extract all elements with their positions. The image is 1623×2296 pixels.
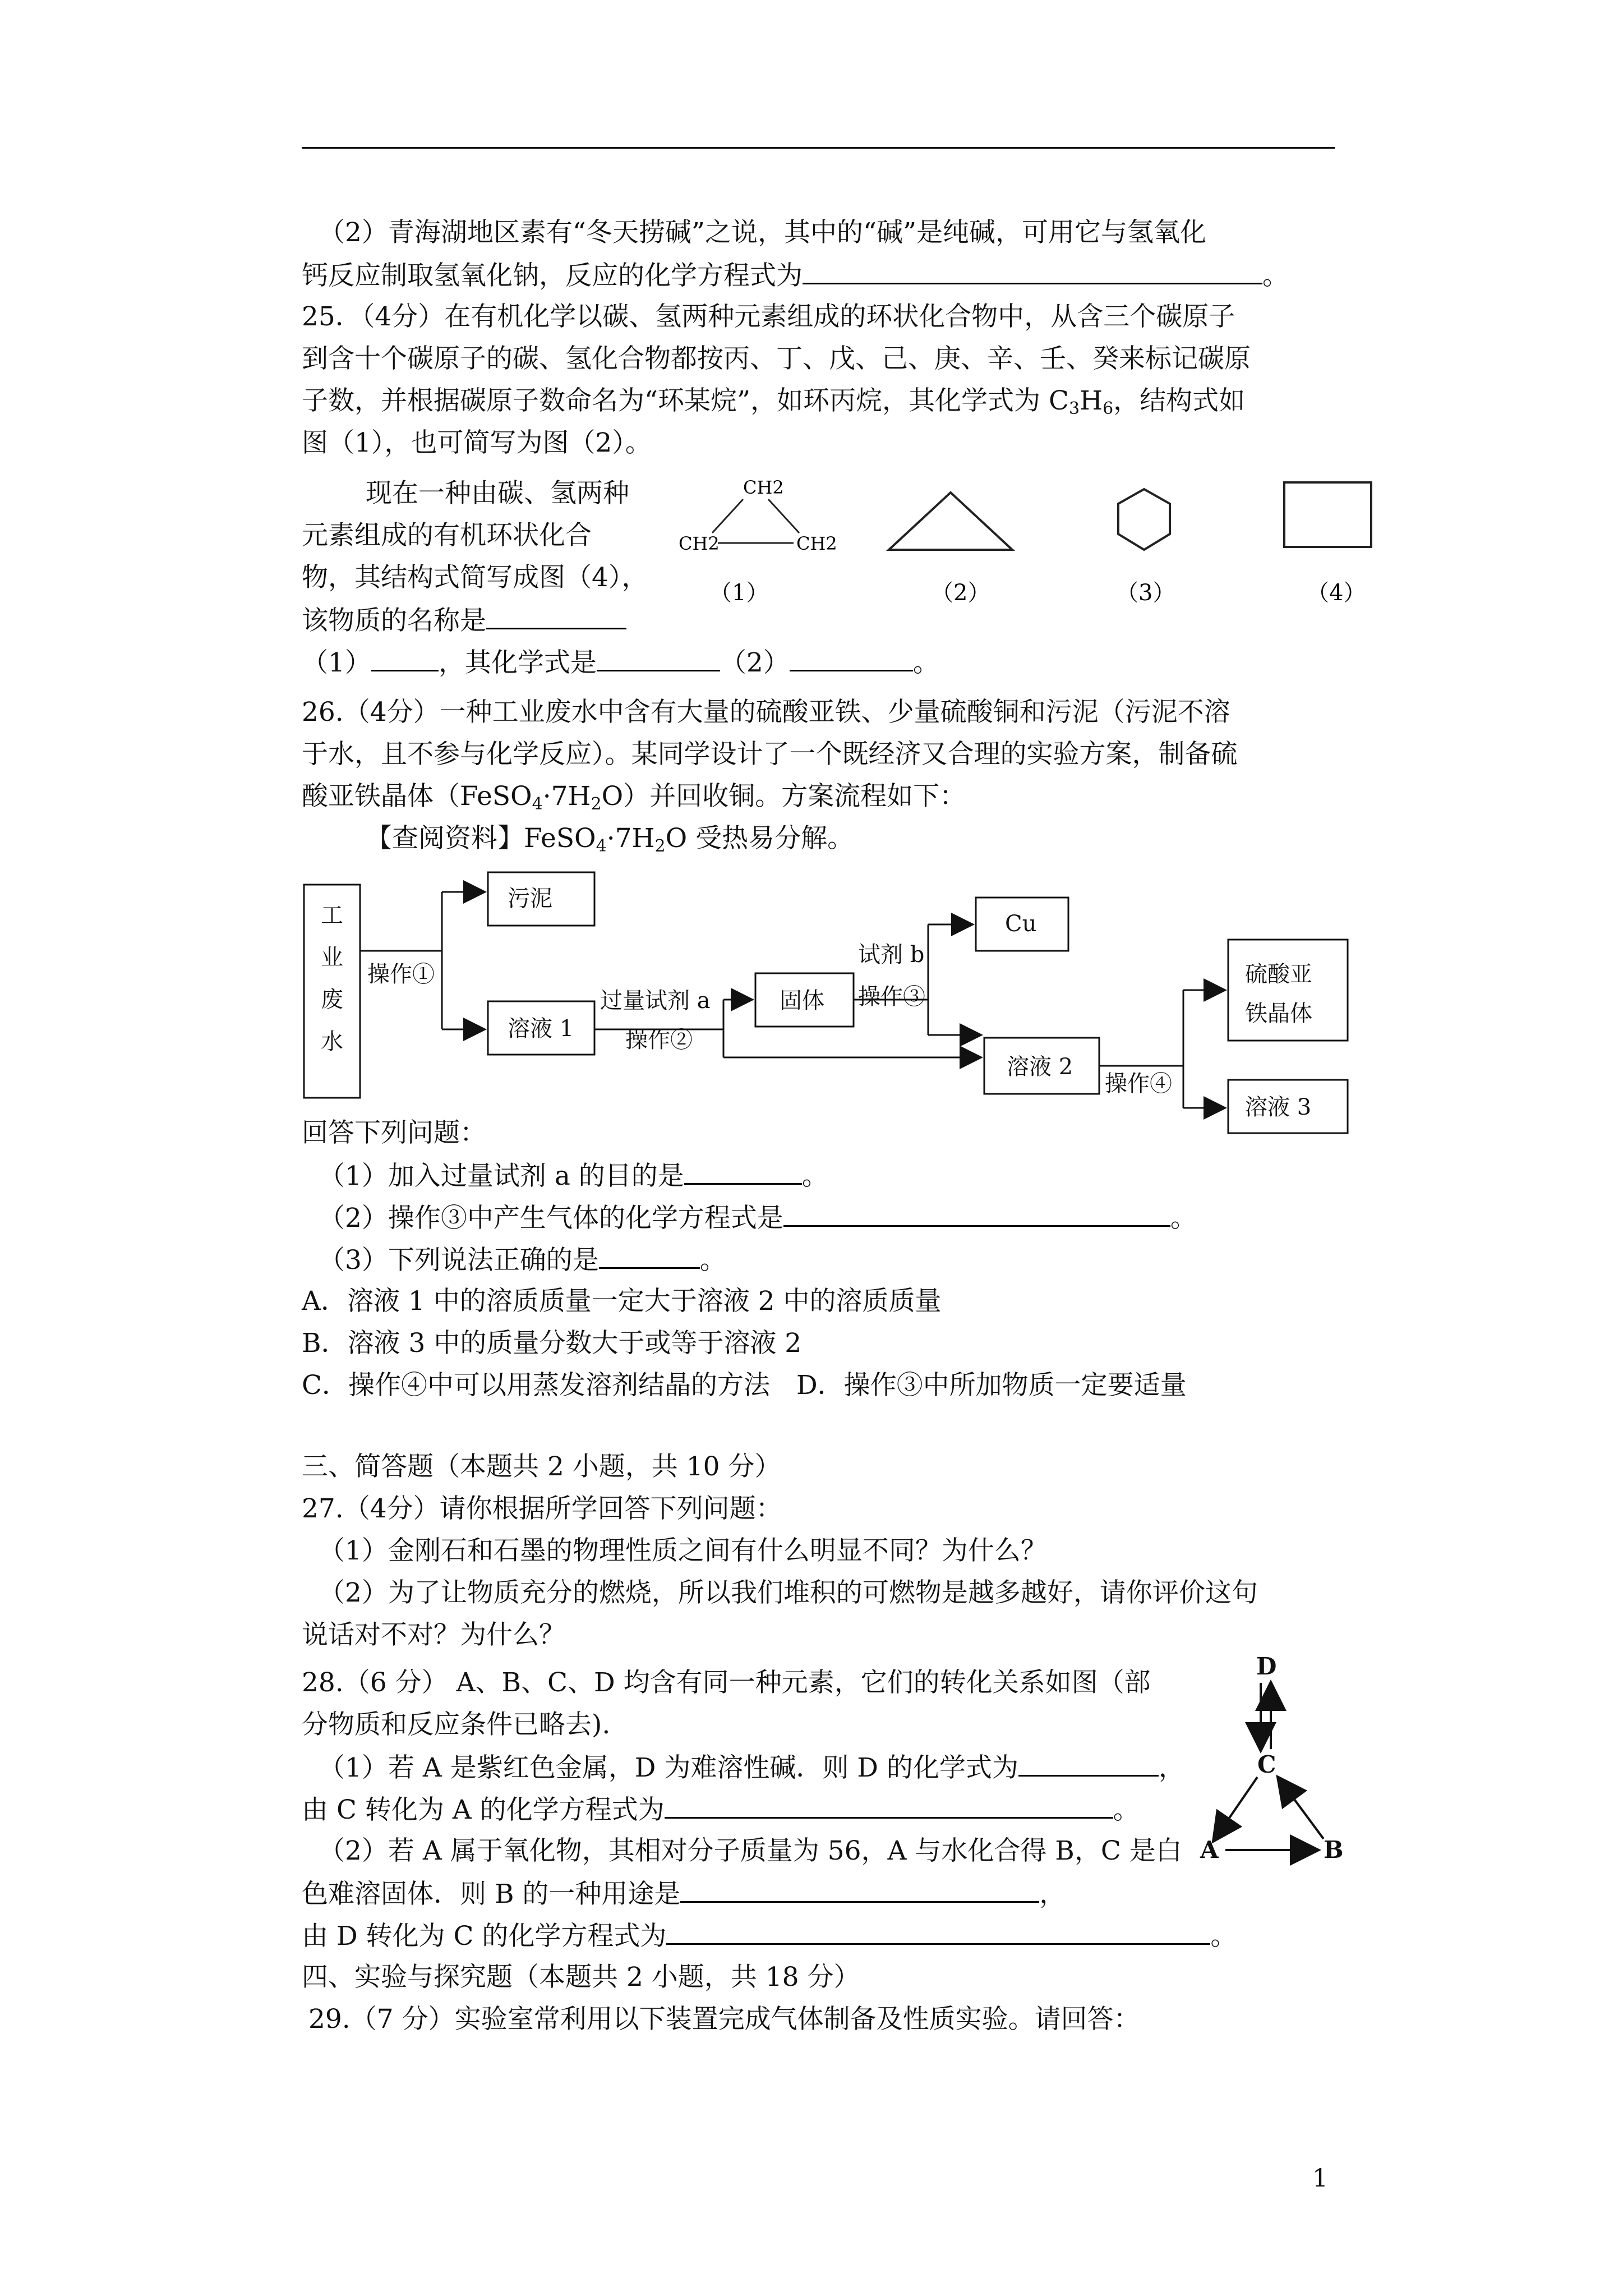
answer-blank[interactable] [666, 1918, 1210, 1945]
q26-line3: 酸亚铁晶体$(FeSO_4\cdot 7H_2O)$并回收铜。方案流程如下： [302, 781, 966, 814]
q29: 29.（7 分）实验室常利用以下装置完成气体制备及性质实验。请回答： [308, 2004, 1140, 2035]
svg-text:试剂 b: 试剂 b [858, 942, 925, 968]
svg-text:B: B [1324, 1836, 1344, 1864]
answer-blank[interactable] [486, 603, 626, 629]
q28-line5: （2）若 A 属于氧化物，其相对分子质量为 56，A 与水化合得 B，C 是白 [319, 1835, 1182, 1866]
q26-option-b: B．溶液 3 中的质量分数大于或等于溶液 2 [302, 1328, 802, 1359]
q25-line4: 图（1），也可简写为图（2）。 [302, 427, 652, 458]
answer-blank[interactable] [803, 258, 1262, 284]
q24-2-line2: 钙反应制取氢氧化钠，反应的化学方程式为 。 [302, 258, 1289, 293]
q26-line1: 26.（4分）一种工业废水中含有大量的硫酸亚铁、少量硫酸铜和污泥（污泥不溶 [302, 697, 1230, 728]
q28-line1: 28.（6 分） A、B、C、D 均含有同一种元素，它们的转化关系如图（部 [302, 1667, 1151, 1698]
q25-para-line3: 物，其结构式简写成图（4）， [302, 562, 648, 593]
square-skeletal [1284, 482, 1371, 547]
svg-text:CH2: CH2 [679, 533, 720, 554]
svg-text:废: 废 [321, 987, 343, 1013]
svg-text:CH2: CH2 [743, 477, 784, 498]
answer-blank[interactable] [680, 1876, 1039, 1903]
header-rule [302, 147, 1335, 149]
q26-line2: 于水，且不参与化学反应）。某同学设计了一个既经济又合理的实验方案，制备硫 [302, 739, 1238, 770]
answer-blank[interactable] [684, 1158, 802, 1185]
q25-para-line1: 现在一种由碳、氢两种 [366, 478, 629, 509]
cyclopropane-structural-formula [679, 477, 837, 554]
q26-option-cd: C．操作④中可以用蒸发溶剂结晶的方法 D．操作③中所加物质一定要适量 [302, 1370, 1187, 1401]
svg-text:溶液 3: 溶液 3 [1245, 1094, 1312, 1120]
svg-text:操作④: 操作④ [1105, 1071, 1172, 1097]
svg-text:工: 工 [321, 903, 343, 928]
q26-reference: 【查阅资料】$FeSO_4\cdot 7H_2O$ 受热易分解。 [366, 823, 854, 856]
svg-text:CH2: CH2 [796, 533, 837, 554]
q27-2a: （2）为了让物质充分的燃烧，所以我们堆积的可燃物是越多越好，请你评价这句 [319, 1577, 1258, 1608]
svg-text:（1）: （1） [709, 580, 769, 606]
answer-blank[interactable] [790, 645, 913, 671]
q27-2b: 说话对不对？为什么？ [302, 1619, 565, 1650]
svg-text:（3）: （3） [1116, 580, 1175, 606]
q28-line6: 色难溶固体．则 B 的一种用途是 ， [302, 1876, 1066, 1911]
q24-2-line1: （2）青海湖地区素有“冬天捞碱”之说，其中的“碱”是纯碱，可用它与氢氧化 [319, 217, 1207, 248]
svg-text:水: 水 [321, 1029, 343, 1055]
cycloalkane-figures [667, 471, 1374, 617]
svg-text:铁晶体: 铁晶体 [1245, 1001, 1312, 1027]
q25-para-line4: 该物质的名称是 [302, 603, 626, 638]
q27: 27.（4分）请你根据所学回答下列问题： [302, 1493, 782, 1524]
svg-text:Cu: Cu [1005, 911, 1037, 937]
q26-sub1: （1）加入过量试剂 a 的目的是 。 [319, 1158, 828, 1193]
q26-answer-intro: 回答下列问题： [302, 1117, 486, 1148]
svg-text:（2）: （2） [931, 580, 990, 606]
q26-sub2: （2）操作③中产生气体的化学方程式是 。 [319, 1200, 1197, 1235]
section3-title: 三、简答题（本题共 2 小题，共 10 分） [302, 1451, 781, 1482]
q27-1: （1）金刚石和石墨的物理性质之间有什么明显不同？为什么？ [319, 1535, 1047, 1566]
svg-text:操作③: 操作③ [858, 984, 925, 1010]
svg-text:C: C [1257, 1751, 1276, 1778]
q26-sub3: （3）下列说法正确的是 。 [319, 1243, 726, 1277]
q25-line3: 子数，并根据碳原子数命名为“环某烷”，如环丙烷，其化学式为 $C_3H_6$，结构式如 [302, 385, 1246, 418]
answer-blank[interactable] [597, 645, 720, 671]
q28-line2: 分物质和反应条件已略去). [302, 1709, 611, 1740]
svg-text:污泥: 污泥 [508, 886, 552, 912]
q25-para-line2: 元素组成的有机环状化合 [302, 520, 592, 551]
conversion-diagram [1189, 1649, 1368, 1868]
answer-blank[interactable] [665, 1792, 1113, 1819]
svg-text:溶液 1: 溶液 1 [508, 1016, 574, 1042]
svg-text:业: 业 [321, 945, 343, 970]
triangle-skeletal [889, 493, 1012, 550]
svg-text:硫酸亚: 硫酸亚 [1245, 961, 1312, 987]
q26-option-a: A．溶液 1 中的溶质质量一定大于溶液 2 中的溶质质量 [302, 1286, 942, 1317]
q25-para-line5: （1） ，其化学式是 （2） 。 [302, 645, 939, 680]
q25-line2: 到含十个碳原子的碳、氢化合物都按丙、丁、戊、己、庚、辛、壬、癸来标记碳原 [302, 343, 1251, 374]
answer-blank[interactable] [599, 1243, 700, 1269]
answer-blank[interactable] [783, 1200, 1170, 1227]
q28-line4: 由 C 转化为 A 的化学方程式为 。 [302, 1792, 1140, 1827]
svg-text:操作②: 操作② [625, 1027, 693, 1053]
hexagon-skeletal [1118, 489, 1170, 550]
svg-text:操作①: 操作① [367, 961, 435, 987]
svg-text:A: A [1200, 1836, 1219, 1864]
answer-blank[interactable] [371, 645, 439, 671]
svg-text:溶液 2: 溶液 2 [1007, 1054, 1073, 1080]
section4-title: 四、实验与探究题（本题共 2 小题，共 18 分） [302, 1962, 860, 1993]
q28-line7: 由 D 转化为 C 的化学方程式为 。 [302, 1918, 1237, 1953]
svg-text:（4）: （4） [1307, 580, 1366, 606]
answer-blank[interactable] [1018, 1750, 1159, 1777]
process-flowchart [297, 861, 1352, 1147]
svg-text:D: D [1256, 1653, 1277, 1680]
page-number: 1 [1312, 2164, 1328, 2193]
q28-line3: （1）若 A 是紫红色金属，D 为难溶性碱．则 D 的化学式为 ， [319, 1750, 1185, 1785]
svg-text:过量试剂 a: 过量试剂 a [600, 988, 711, 1014]
svg-text:固体: 固体 [780, 988, 824, 1014]
q25-line1: 25．（4分）在有机化学以碳、氢两种元素组成的环状化合物中，从含三个碳原子 [302, 301, 1235, 332]
